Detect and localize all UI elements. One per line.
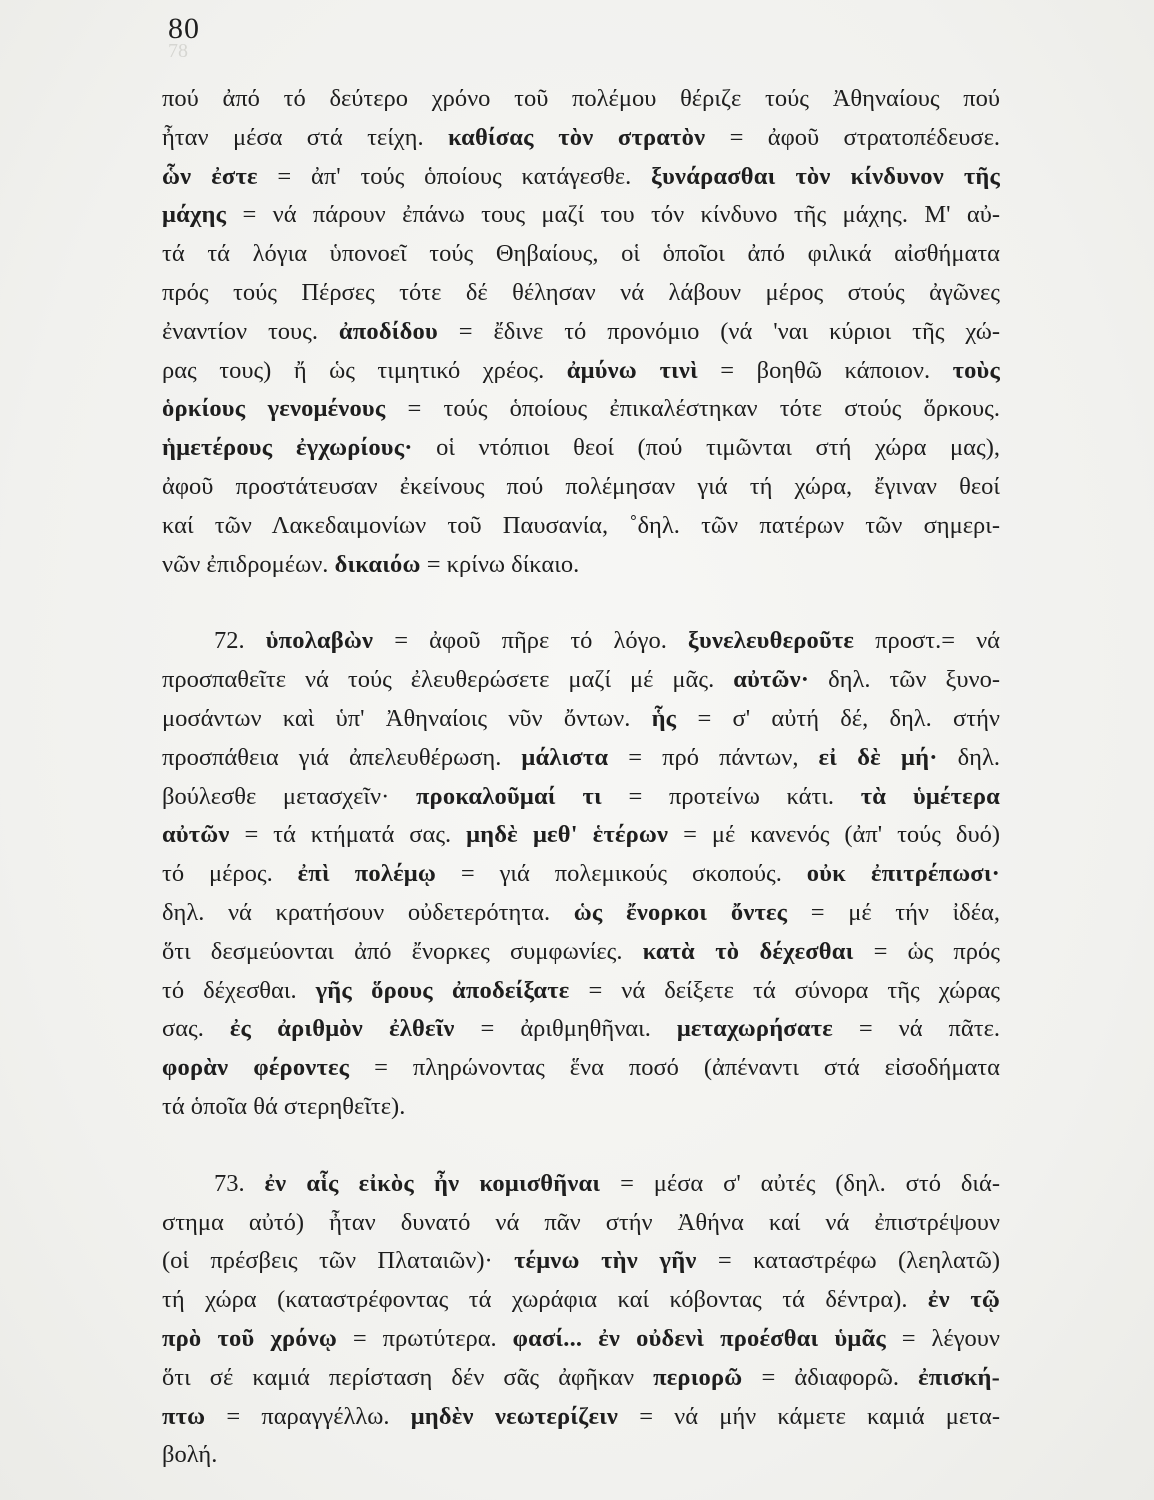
text-line xyxy=(162,739,1000,778)
bold-term: ἐν τῷ xyxy=(927,1286,1000,1314)
text-line xyxy=(162,1010,1000,1049)
text-run: = τά κτήματά σας. xyxy=(229,821,467,849)
text-line xyxy=(162,1088,1000,1127)
text-run: τά τά λόγια ὑπονοεῖ τούς Θηβαίους, οἱ ὁποῖοι ἀπό φιλικά αἰσθήματα xyxy=(162,240,1000,268)
bold-term: ἀμύνω τινὶ xyxy=(566,356,698,384)
text-run: σας. xyxy=(162,1015,230,1043)
text-line xyxy=(162,894,1000,933)
text-line xyxy=(162,700,1000,739)
text-run: = ἔδινε τό προνόμιο (νά 'ναι κύριοι τῆς χώ- xyxy=(437,317,1000,345)
text-run: πού ἀπό τό δεύτερο χρόνο τοῦ πολέμου θέριζε τούς Ἀθηναίους πού xyxy=(162,85,1000,112)
text-run: = τούς ὁποίους ἐπικαλέστηκαν τότε στούς ὅρκους. xyxy=(385,395,1000,423)
text-run: προστ.= νά xyxy=(854,627,1000,655)
bold-term: μάλιστα xyxy=(521,743,609,771)
bold-term: μηδὲ μεθ' ἑτέρων xyxy=(466,821,669,849)
text-run: δηλ. τῶν ξυνο- xyxy=(809,666,1000,694)
text-line xyxy=(162,1049,1000,1088)
text-line xyxy=(162,778,1000,817)
text-run: ἐναντίον τους. xyxy=(162,317,339,345)
bold-term: οὐκ ἐπιτρέπωσι· xyxy=(806,860,1000,888)
text-run: = μέ κανενός (ἀπ' τούς δυό) xyxy=(668,821,1000,849)
text-run: 72. xyxy=(214,627,266,655)
text-run: στημα αὐτό) ἦταν δυνατό νά πᾶν στήν Ἀθήνα καί νά ἐπιστρέψουν xyxy=(162,1208,1000,1236)
text-run: = παραγγέλλω. xyxy=(205,1402,411,1430)
text-run: βούλεσθε μετασχεῖν· xyxy=(162,782,416,810)
bold-term: δικαιόω xyxy=(334,550,421,578)
bold-term: πτω xyxy=(162,1402,206,1430)
text-line xyxy=(162,352,1000,391)
text-line xyxy=(162,119,1000,158)
text-line xyxy=(162,235,1000,274)
text-run: = προτείνω κάτι. xyxy=(601,782,861,810)
page-number: 80 xyxy=(168,12,200,45)
bold-term: προκαλοῦμαί τι xyxy=(415,782,602,810)
text-run: τή χώρα (καταστρέφοντας τά χωράφια καί κόβοντας τά δέντρα). xyxy=(162,1286,928,1314)
bold-term: ὑπολαβὼν xyxy=(265,627,374,655)
text-line xyxy=(162,158,1000,197)
text-run: μοσάντων καὶ ὑπ' Ἀθηναίοις νῦν ὄντων. xyxy=(162,704,652,732)
paragraph-section-73 xyxy=(162,1165,1000,1475)
text-run: = μέ τήν ἰδέα, xyxy=(787,898,1000,926)
text-run: = πρωτύτερα. xyxy=(337,1324,513,1352)
bold-term: ὧν ἐστε xyxy=(162,162,258,190)
text-run: = σ' αὐτή δέ, δηλ. στήν xyxy=(676,704,1000,732)
paragraph-section-72 xyxy=(162,622,1000,1126)
text-line xyxy=(162,1281,1000,1320)
text-run: τό μέρος. xyxy=(162,860,298,888)
text-run: δηλ. xyxy=(937,743,1000,771)
text-run: = μέσα σ' αὐτές (δηλ. στό διά- xyxy=(600,1169,1000,1197)
text-run: ὅτι σέ καμιά περίσταση δέν σᾶς ἀφῆκαν xyxy=(162,1363,654,1391)
text-run: = νά δείξετε τά σύνορα τῆς χώρας xyxy=(569,976,1000,1004)
text-run: = λέγουν xyxy=(885,1324,1000,1352)
text-line xyxy=(162,1165,1000,1204)
text-run: βολή. xyxy=(162,1441,218,1469)
bold-term: περιορῶ xyxy=(653,1363,743,1391)
bold-term: φορὰν φέροντες xyxy=(162,1054,350,1082)
bold-term: μηδὲν νεωτερίζειν xyxy=(410,1402,619,1430)
bold-term: ἡμετέρους ἐγχωρίους· xyxy=(162,434,413,462)
bold-term: γῆς ὅρους ἀποδείξατε xyxy=(315,976,570,1004)
text-line xyxy=(162,1242,1000,1281)
paragraph-continuation xyxy=(162,80,1000,584)
text-line xyxy=(162,622,1000,661)
bold-term: ἐπὶ πολέμῳ xyxy=(297,860,436,888)
text-line xyxy=(162,313,1000,352)
text-run: = νά πᾶτε. xyxy=(832,1015,1000,1043)
text-line xyxy=(162,468,1000,507)
text-run: ὅτι δεσμεύονται ἀπό ἔνορκες συμφωνίες. xyxy=(162,937,643,965)
bold-term: πρὸ τοῦ χρόνῳ xyxy=(162,1324,338,1352)
bold-term: μεταχωρήσατε xyxy=(676,1015,833,1043)
text-run: πρός τούς Πέρσες τότε δέ θέλησαν νά λάβουν μέρος στούς ἀγῶνες xyxy=(162,278,1000,306)
bold-term: ἐν αἷς εἰκὸς ἦν κομισθῆναι xyxy=(264,1169,601,1197)
text-run: δηλ. νά κρατήσουν οὐδετερότητα. xyxy=(162,898,574,926)
text-run: = ἀφοῦ πῆρε τό λόγο. xyxy=(373,627,688,655)
text-run: = βοηθῶ κάποιον. xyxy=(697,356,953,384)
text-line xyxy=(162,274,1000,313)
text-line xyxy=(162,661,1000,700)
text-run: = ἀριθμηθῆναι. xyxy=(454,1015,677,1043)
bold-term: φασί... xyxy=(512,1324,583,1352)
text-run: νῶν ἐπιδρομέων. xyxy=(162,550,335,578)
bold-term: μάχης xyxy=(162,201,227,229)
bold-term: αὐτῶν xyxy=(162,821,230,849)
bold-term: καθίσας τὸν στρατὸν xyxy=(447,123,706,151)
bold-term: ἐν οὐδενὶ προέσθαι ὑμᾶς xyxy=(598,1324,886,1352)
bold-term: κατὰ τὸ δέχεσθαι xyxy=(642,937,854,965)
text-run: ἀφοῦ προστάτευσαν ἐκείνους πού πολέμησαν γιά τή χώρα, ἔγιναν θεοί xyxy=(162,472,1000,500)
text-line xyxy=(162,816,1000,855)
bold-term: ἀποδίδου xyxy=(338,317,438,345)
text-run: τά ὁποῖα θά στερηθεῖτε). xyxy=(162,1092,406,1120)
text-run: 73. xyxy=(214,1169,265,1197)
text-line xyxy=(162,855,1000,894)
text-run: = ἀπ' τούς ὁποίους κατάγεσθε. xyxy=(257,162,652,190)
text-run: = νά πάρουν ἐπάνω τους μαζί του τόν κίνδυνο τῆς μάχης. Μ' αὐ- xyxy=(226,201,1000,229)
bold-term: ὁρκίους γενομένους xyxy=(162,395,386,423)
text-line xyxy=(162,429,1000,468)
bold-term: ἐς ἀριθμὸν ἐλθεῖν xyxy=(229,1015,455,1043)
text-run: ρας τους) ἤ ὡς τιμητικό χρέος. xyxy=(162,356,567,384)
text-run: καί τῶν Λακεδαιμονίων τοῦ Παυσανία, ˚δηλ. τῶν πατέρων τῶν σημερι- xyxy=(162,511,1000,539)
bold-term: ἐπισκή- xyxy=(918,1363,1000,1391)
bold-term: τὰ ὑμέτερα xyxy=(860,782,1000,810)
bold-term: τοὺς xyxy=(952,356,1000,384)
text-run: = πληρώνοντας ἕνα ποσό (ἀπέναντι στά εἰσοδήματα xyxy=(349,1054,1000,1082)
text-line xyxy=(162,80,1000,119)
text-line xyxy=(162,1204,1000,1243)
bold-term: τέμνω τὴν γῆν xyxy=(514,1247,697,1275)
text-line xyxy=(162,933,1000,972)
text-line xyxy=(162,546,1000,585)
text-run: = πρό πάντων, xyxy=(608,743,819,771)
bold-term: ἧς xyxy=(651,704,677,732)
bold-term: εἰ δὲ μή· xyxy=(818,743,938,771)
text-line xyxy=(162,390,1000,429)
text-run: οἱ ντόπιοι θεοί (πού τιμῶνται στή χώρα μας), xyxy=(412,434,1000,462)
text-run: προσπαθεῖτε νά τούς ἐλευθερώσετε μαζί μέ μᾶς. xyxy=(162,666,734,694)
text-run xyxy=(582,1325,598,1352)
bold-term: ὡς ἔνορκοι ὄντες xyxy=(573,898,788,926)
text-line xyxy=(162,972,1000,1011)
bold-term: ξυνάρασθαι τὸν κίνδυνον τῆς xyxy=(651,162,1000,190)
text-run: (οἱ πρέσβεις τῶν Πλαταιῶν)· xyxy=(162,1247,515,1275)
text-run: προσπάθεια γιά ἀπελευθέρωση. xyxy=(162,743,522,771)
text-run: = καταστρέφω (λεηλατῶ) xyxy=(696,1247,1000,1275)
text-run: = ἀφοῦ στρατοπέδευσε. xyxy=(705,123,1000,151)
text-line xyxy=(162,196,1000,235)
text-run: = νά μήν κάμετε καμιά μετα- xyxy=(618,1402,1000,1430)
text-run: = γιά πολεμικούς σκοπούς. xyxy=(435,860,807,888)
text-line xyxy=(162,1320,1000,1359)
text-line xyxy=(162,1436,1000,1475)
text-run: ἦταν μέσα στά τείχη. xyxy=(162,123,448,151)
text-run: = κρίνω δίκαιο. xyxy=(420,550,580,578)
text-line xyxy=(162,1359,1000,1398)
text-run: τό δέχεσθαι. xyxy=(162,976,316,1004)
text-line xyxy=(162,507,1000,546)
text-run: = ἀδιαφορῶ. xyxy=(742,1363,919,1391)
bold-term: ξυνελευθεροῦτε xyxy=(687,627,855,655)
text-run: = ὡς πρός xyxy=(853,937,1000,965)
bold-term: αὐτῶν· xyxy=(733,666,810,694)
bleed-through-page-number: 78 xyxy=(168,40,188,62)
page-body-text xyxy=(162,80,1000,1475)
text-line xyxy=(162,1398,1000,1437)
